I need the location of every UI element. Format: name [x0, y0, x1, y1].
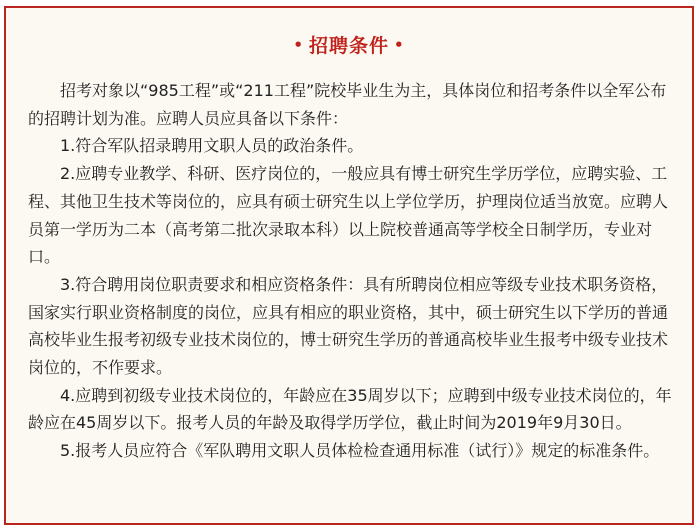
section-title [6, 32, 692, 59]
condition-1: 1.符合军队招录聘用文职人员的政治条件。 [60, 136, 364, 156]
content-frame [4, 6, 694, 525]
condition-4: 4.应聘到初级专业技术岗位的，年龄应在35周岁以下；应聘到中级专业技术岗位的，年龄应在45周岁以下。报考人员的年龄及取得学历学位，截止时间为2019年9月30日。 [28, 385, 672, 433]
condition-5: 5.报考人员应符合《军队聘用文职人员体检检查通用标准（试行）》规定的标准条件。 [60, 441, 660, 461]
bullet-left-icon: • [293, 36, 304, 54]
condition-3: 3.符合聘用岗位职责要求和相应资格条件：具有所聘岗位相应等级专业技术职务资格，国家实行职业资格制度的岗位，应具有相应的职业资格，其中，硕士研究生以下学历的普通高校毕业生报考初级专业技术岗位的，博士研究生学历的普通高校毕业生报考中级专业技术岗位的，不作要求。 [28, 274, 669, 378]
intro-paragraph: 招考对象以“985工程”或“211工程”院校毕业生为主，具体岗位和招考条件以全军公布的招聘计划为准。应聘人员应具备以下条件： [28, 81, 667, 128]
section-title-text: 招聘条件 [308, 35, 389, 57]
bullet-right-icon: • [394, 36, 405, 54]
condition-2: 2.应聘专业教学、科研、医疗岗位的，一般应具有博士研究生学历学位，应聘实验、工程、其他卫生技术等岗位的，应具有硕士研究生以上学位学历，护理岗位适当放宽。应聘人员第一学历为二本（高考第二批次录取本科）以上院校普通高等学校全日制学历，专业对口。 [28, 164, 669, 267]
article-body [28, 77, 678, 465]
